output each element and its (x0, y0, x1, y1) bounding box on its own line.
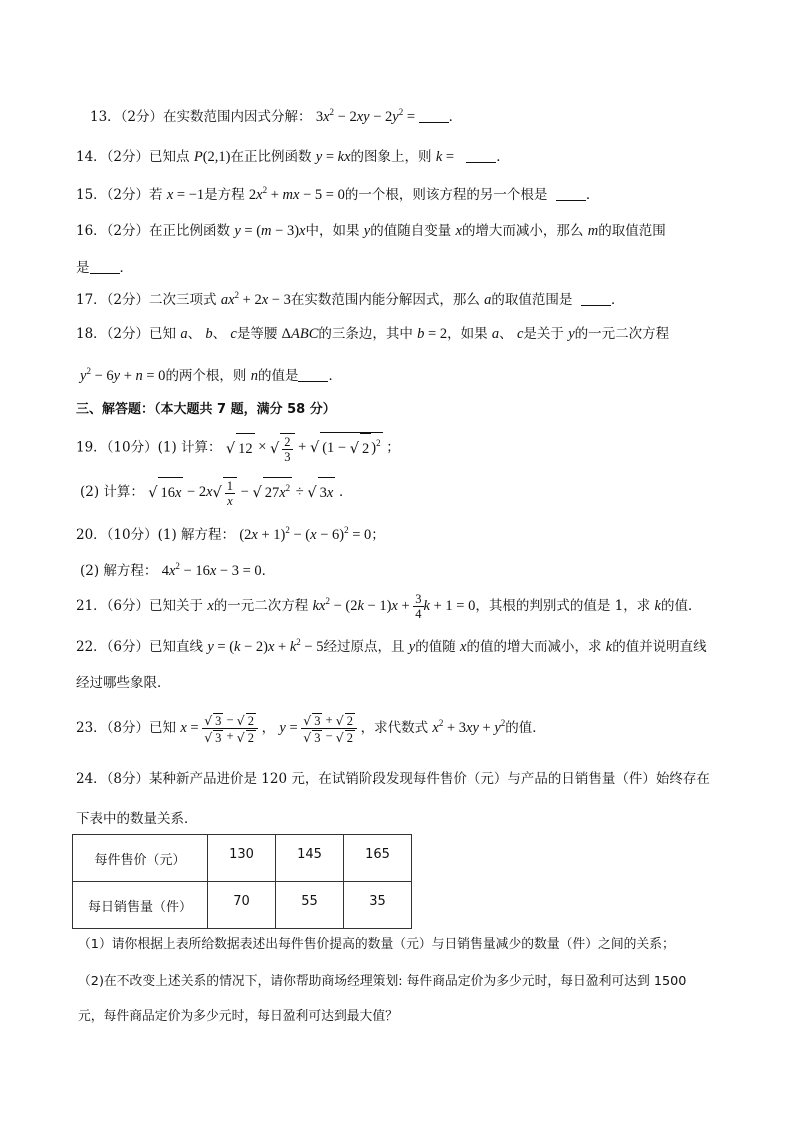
question-24-part2-line2: 元，每件商品定价为多少元时，每日盈利可达到最大值？ (78, 1009, 398, 1024)
question-16-line2: 是 ． (76, 260, 133, 276)
question-22-line2: 经过哪些象限． (76, 675, 171, 691)
table-row (73, 882, 412, 929)
row-label: 每日销售量（件） (73, 882, 208, 929)
question-20: 20．（10分）(1) 解方程： $(2x + 1)^2 - (x - 6)^2 = 0$； (76, 525, 385, 543)
table-cell: 35 (344, 882, 412, 929)
price-sales-table (72, 834, 412, 929)
answer-blank[interactable] (581, 293, 611, 306)
question-19-part2: (2) 计算： √ 16x − 2x√ $\frac{1}{x}$ − √ $27x^2$ ÷ √ 3x ． (80, 477, 724, 508)
section-header: 三、解答题：（本大题共 7 题，满分 58 分） (76, 402, 336, 417)
question-18: 18．（2分）已知 a、 b、 c是等腰 ΔABC的三条边，其中 b = 2，如果 a、 c是关于 y的一元二次方程 (76, 326, 670, 342)
question-19: 19．（10分）(1) 计算： √ 12 × √ $\frac{2}{3}$ + √ (1 − √ 2 )$^2$ ； (76, 432, 724, 464)
answer-blank[interactable] (556, 188, 586, 201)
question-18-line2: $y^2 - 6y + n = 0$的两个根，则 n的值是 ． (80, 366, 342, 384)
question-24: 24．（8分）某种新产品进价是 120 元，在试销阶段发现每件售价（元）与产品的日销售量（件）始终存在 (76, 771, 710, 787)
question-22: 22．（6分）已知直线 $y = (k - 2)x + k^2 - 5$经过原点，且 y的值随 x的值的增大而减小，求 k的值并说明直线 (76, 637, 707, 655)
question-13: 13．（2分）在实数范围内因式分解： $3x^2 - 2xy - 2y^2$ = ． (90, 107, 463, 125)
table-cell: 145 (276, 835, 344, 882)
table-row (73, 835, 412, 882)
question-21: 21．（6分）已知关于 x的一元二次方程 $kx^2 - (2k - 1)x$ + $\frac{3}{4}$ k + 1 = 0，其根的判别式的值是 1，求 k的值． (76, 592, 702, 622)
question-23: 23．（8分）已知 x = $\frac{√ 3 - √ 2}{√ 3 + √ 2}$ ， y = $\frac{√ 3 + √ 2}{√ 3 - √ 2}$ ，求代数式 $x^2 + 3xy + y^2$的值． (76, 712, 546, 745)
question-20-part2: (2) 解方程： $4x^2 - 16x - 3 = 0$． (80, 561, 276, 579)
table-cell: 130 (208, 835, 276, 882)
question-24-part1: （1）请你根据上表所给数据表述出每件售价提高的数量（元）与日销售量减少的数量（件）之间的关系； (78, 937, 675, 952)
row-label: 每件售价（元） (73, 835, 208, 882)
answer-blank[interactable] (298, 369, 328, 382)
answer-blank[interactable] (466, 150, 496, 163)
table-cell: 165 (344, 835, 412, 882)
question-16: 16．（2分）在正比例函数 y = (m − 3)x中，如果 y的值随自变量 x的增大而减小，那么 m的取值范围 (76, 223, 666, 239)
formula: $3x^2 - 2xy - 2y^2$ = (315, 107, 419, 125)
answer-blank[interactable] (90, 261, 120, 274)
question-15: 15．（2分）若 x = −1是方程 $2x^2$ + mx − 5 = 0的一个根，则该方程的另一个根是 ． (76, 185, 600, 203)
formula: √ 16x − 2x√ $\frac{1}{x}$ − √ $27x^2$ ÷ √ 3x (148, 484, 339, 500)
table-cell: 55 (276, 882, 344, 929)
q24-line2: 下表中的数量关系． (76, 811, 198, 827)
question-17: 17．（2分）二次三项式 $ax^2 + 2x - 3$在实数范围内能分解因式，那么 a的取值范围是 ． (76, 290, 625, 308)
answer-blank[interactable] (419, 110, 449, 123)
table-cell: 70 (208, 882, 276, 929)
formula: √ 12 × √ $\frac{2}{3}$ + √ (1 − √ 2 )$^2$ (226, 439, 386, 455)
question-24-part2: （2)在不改变上述关系的情况下，请你帮助商场经理策划: 每件商品定价为多少元时，每日盈利可达到 1500 (78, 974, 687, 989)
question-14: 14．（2分）已知点 P(2,1)在正比例函数 y = kx的图象上，则 k = ． (76, 149, 510, 165)
